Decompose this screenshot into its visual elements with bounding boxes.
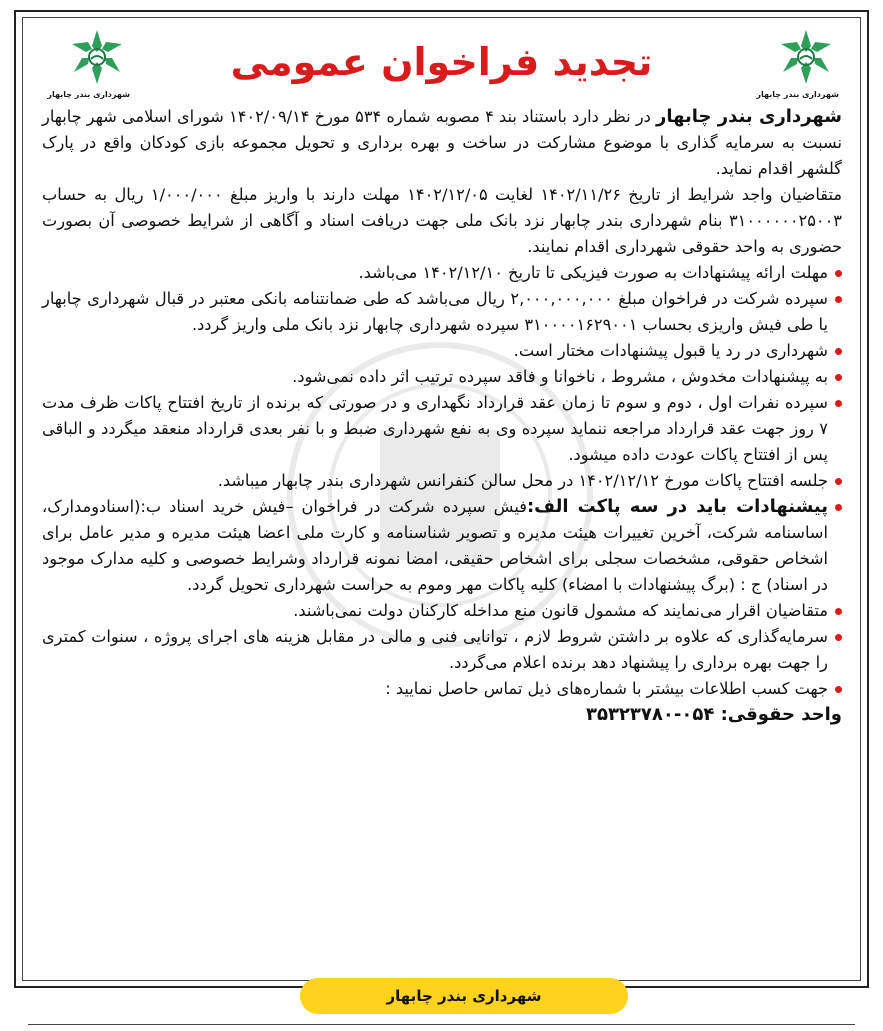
header: [30, 22, 853, 106]
bullet-contact-info: جهت کسب اطلاعات بیشتر با شماره‌های ذیل تماس حاصل نمایید :: [42, 676, 842, 702]
bullet-government-employees: متقاضیان اقرار می‌نمایند که مشمول قانون منع مداخله کارکنان دولت نمی‌باشند.: [42, 598, 842, 624]
footer-municipality-tab: شهرداری بندر چابهار: [300, 978, 628, 1014]
bullet-invalid-offers: به پیشنهادات مخدوش ، مشروط ، ناخوانا و فاقد سپرده ترتیب اثر داده نمی‌شود.: [42, 364, 842, 390]
bullet-reject-right: شهرداری در رد یا قبول پیشنهادات مختار است.: [42, 338, 842, 364]
flower-logo-icon: [64, 26, 130, 88]
logo-caption: شهرداری بندر چابهار: [756, 90, 839, 99]
announcement-body: [42, 104, 842, 728]
envelopes-text: فیش سپرده شرکت در فراخوان –فیش خرید اسناد ب:(اسنادومدارک، اساسنامه شرکت، آخرین تغییرات هیئت مدیره و تصویر شناسنامه و کارت ملی اعضا هیئت مدیره و مدیر عامل برای اشخاص حقوقی، مشخصات سجلی برای اشخاص حقیقی، امضا نمونه قرارداد وشرایط خصوصی و کلیه مدارک موجود در اسناد) ج : (برگ پیشنهادات با امضاء) کلیه پاکات مهر وموم به حراست شهرداری تحویل گردد.: [42, 497, 828, 594]
municipality-logo-right: [756, 26, 839, 102]
bullet-envelopes: [42, 494, 842, 598]
contact-line: [42, 702, 842, 728]
page-title: تجدید فراخوان عمومی: [230, 40, 653, 84]
bullet-deposit: سپرده شرکت در فراخوان مبلغ ۲,۰۰۰,۰۰۰,۰۰۰ ریال می‌باشد که طی ضمانتنامه بانکی معتبر در قبال شهرداری چابهار یا طی فیش واریزی بحساب ۳۱۰۰۰۰۱۶۲۹۰۰۱ سپرده شهرداری چابهار نزد بانک ملی واریز گردد.: [42, 286, 842, 338]
flower-logo-icon: [773, 26, 839, 88]
municipality-logo-left: [47, 26, 130, 102]
bullet-winners-deposit: سپرده نفرات اول ، دوم و سوم تا زمان عقد قرارداد نگهداری و در صورتی که برنده از تاریخ افتتاح پاکات ظرف مدت ۷ روز جهت عقد قرارداد مراجعه ننماید سپرده وی به نفع شهرداری ضبط و با نفر بعدی قرارداد منعقد میگردد و الباقی پس از افتتاح پاکات عودت داده میشود.: [42, 390, 842, 468]
envelopes-bold: پیشنهادات باید در سه پاکت الف:: [526, 496, 828, 517]
bullet-deadline: مهلت ارائه پیشنهادات به صورت فیزیکی تا تاریخ ۱۴۰۲/۱۲/۱۰ می‌باشد.: [42, 260, 842, 286]
bottom-divider: [28, 1024, 855, 1025]
conditions-paragraph: متقاضیان واجد شرایط از تاریخ ۱۴۰۲/۱۱/۲۶ لغایت ۱۴۰۲/۱۲/۰۵ مهلت دارند با واریز مبلغ ۱/۰۰۰/۰۰۰ ریال به حساب ۳۱۰۰۰۰۰۰۲۵۰۰۳ بنام شهرداری بندر چابهار نزد بانک ملی جهت دریافت اسناد و آگاهی از شرایط خصوصی آن بصورت حضوری به واحد حقوقی شهرداری اقدام نمایند.: [42, 185, 842, 256]
bullet-opening-session: جلسه افتتاح پاکات مورخ ۱۴۰۲/۱۲/۱۲ در محل سالن کنفرانس شهرداری بندر چابهار میباشد.: [42, 468, 842, 494]
contact-label: واحد حقوقی:: [720, 704, 842, 725]
contact-phone[interactable]: ۰۵۴-۳۵۳۲۳۷۸۰: [585, 704, 715, 725]
logo-caption: شهرداری بندر چابهار: [47, 90, 130, 99]
bullet-winner-criteria: سرمایه‌گذاری که علاوه بر داشتن شروط لازم ، توانایی فنی و مالی در مقابل هزینه های اجرای پروژه ، سنوات کمتری را جهت بهره برداری را پیشنهاد دهد برنده اعلام می‌گردد.: [42, 624, 842, 676]
intro-bold: شهرداری بندر چابهار: [656, 106, 842, 127]
intro-text: در نظر دارد باستناد بند ۴ مصوبه شماره ۵۳۴ مورخ ۱۴۰۲/۰۹/۱۴ شورای اسلامی شهر چابهار نسبت به سرمایه گذاری با موضوع مشارکت در ساخت و بهره برداری و تحویل مجموعه بازی کودکان واقع در پارک گلشهر اقدام نماید.: [42, 107, 842, 178]
intro-paragraph: [42, 104, 842, 182]
